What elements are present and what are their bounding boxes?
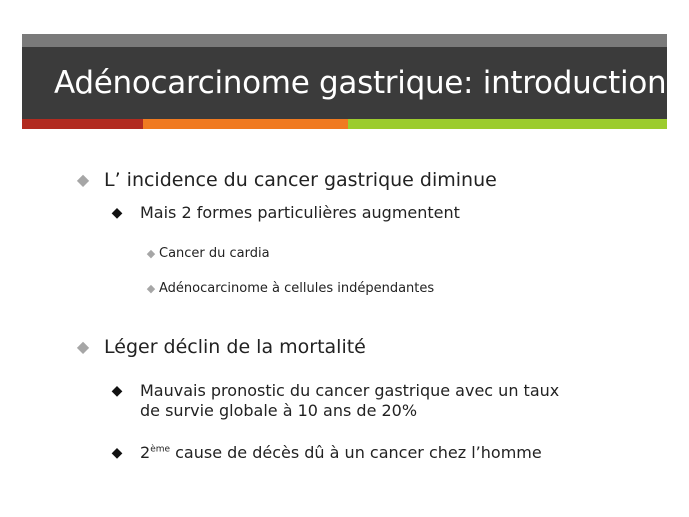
bullet-cardia [145,245,270,263]
bullet-two-forms [110,203,460,223]
title-bar [22,47,667,119]
accent-bar [22,119,667,129]
diamond-bullet-icon: ◆ [76,337,90,356]
diamond-bullet-icon: ◆ [76,170,90,189]
bullet-text [140,443,542,463]
bullet-prognosis [110,381,559,421]
diamond-bullet-icon: ◆ [111,205,123,221]
bullet-line: de survie globale à 10 ans de 20% [140,401,418,420]
slide-title: Adénocarcinome gastrique: introduction [54,65,667,101]
bullet-text: Mais 2 formes particulières augmentent [140,203,460,222]
bullet-mortality [76,335,366,359]
bullet-incidence [76,168,497,192]
bullet-line: Mauvais pronostic du cancer gastrique avec un taux [140,381,560,400]
accent-red-segment [22,119,143,129]
accent-green-segment [348,119,667,129]
bullet-independent-cells [145,280,434,298]
diamond-bullet-icon: ◆ [146,282,156,295]
bullet-rest: cause de décès dû à un cancer chez l’homme [170,443,542,462]
ordinal-number: 2 [140,443,151,462]
diamond-bullet-icon: ◆ [146,247,156,260]
bullet-text: Cancer du cardia [159,246,270,261]
bullet-text: L’ incidence du cancer gastrique diminue [104,169,497,191]
ordinal-superscript: ème [150,444,171,455]
diamond-bullet-icon: ◆ [111,383,123,399]
bullet-text: Adénocarcinome à cellules indépendantes [159,281,435,296]
bullet-second-cause [110,443,542,463]
diamond-bullet-icon: ◆ [111,445,123,461]
bullet-text: Léger déclin de la mortalité [104,336,366,358]
accent-orange-segment [143,119,348,129]
title-top-strip [22,34,667,47]
bullet-text [140,381,559,421]
